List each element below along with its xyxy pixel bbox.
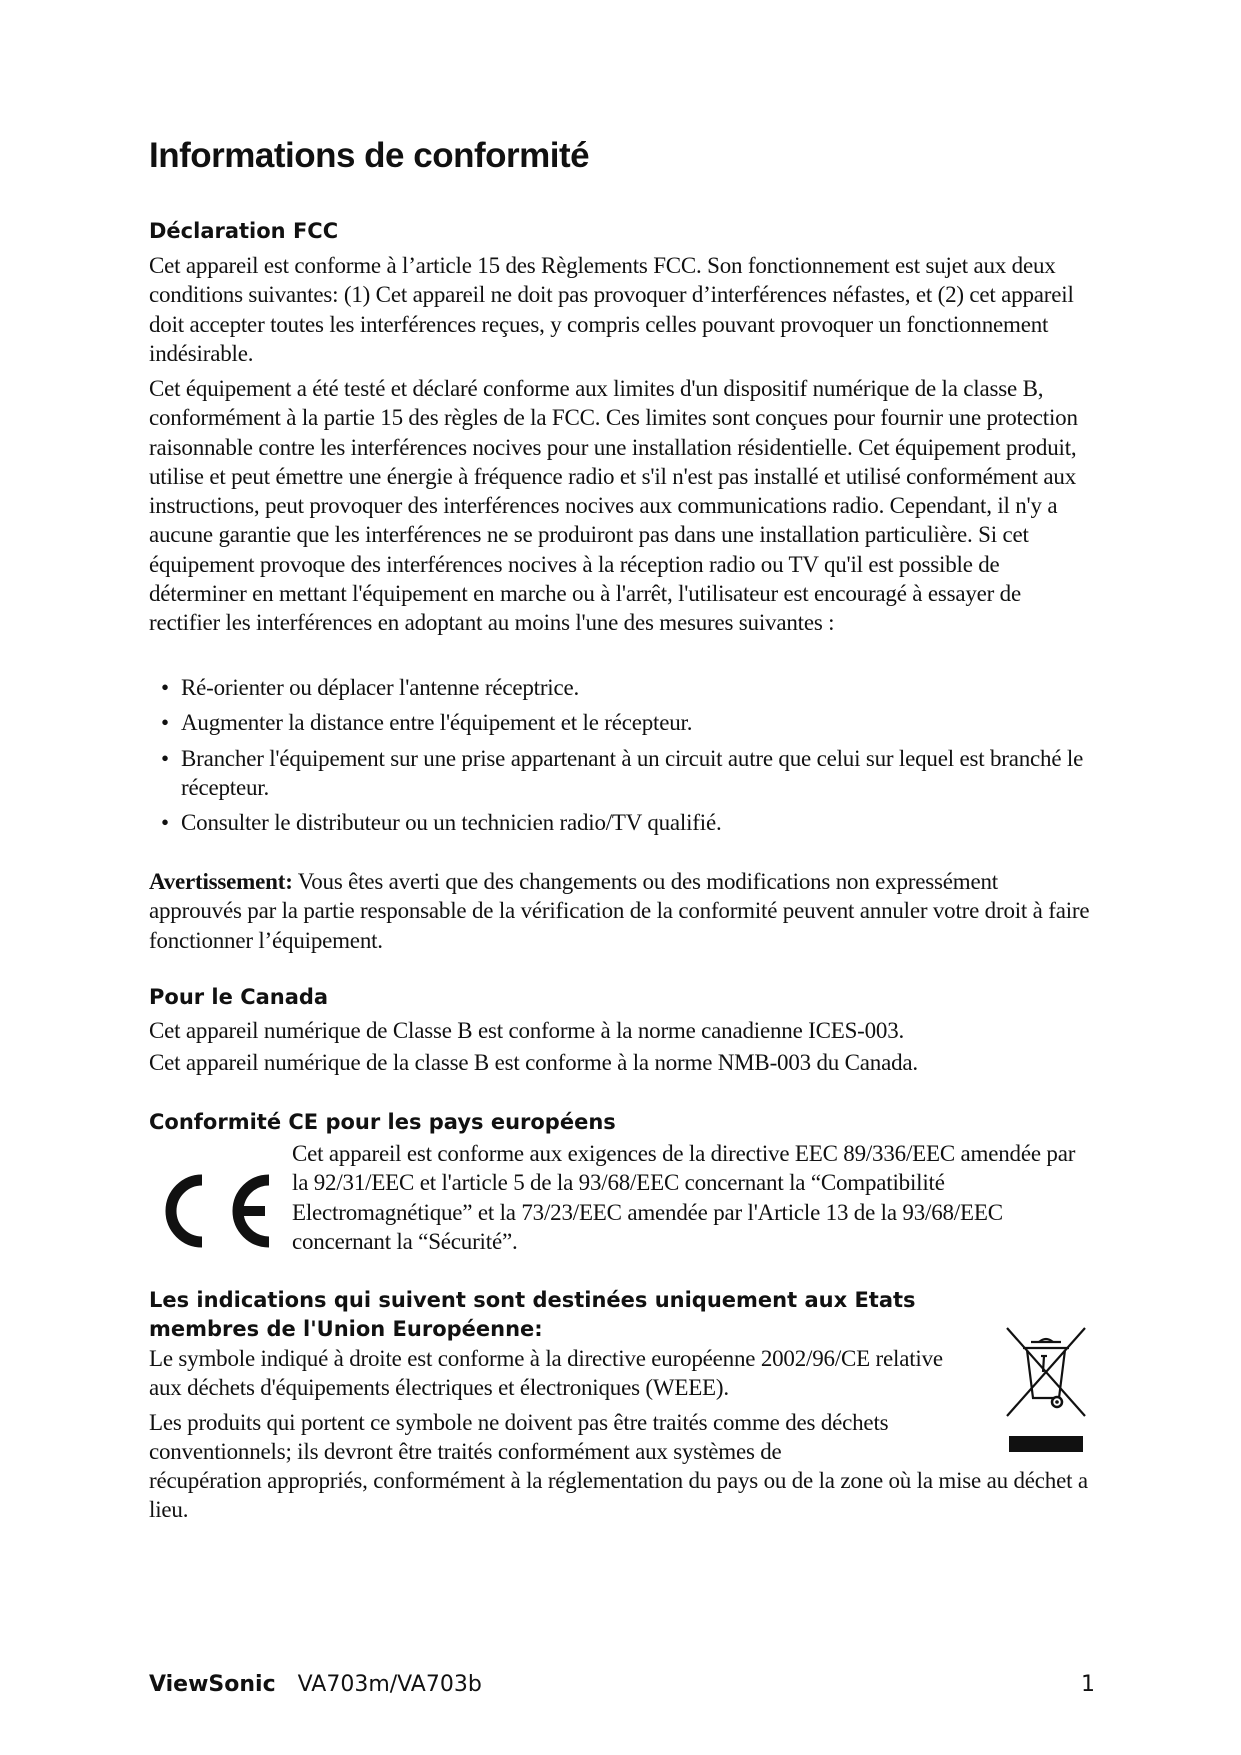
canada-heading: Pour le Canada (149, 985, 329, 1009)
eu-paragraph-2-line-2: conventionnels; ils devront être traités conformément aux systèmes de (149, 1439, 782, 1464)
warning-text: Vous êtes averti que des changements ou des modifications non expressément approuvés par la partie responsable de la vérification de la conformité peuvent annuler votre droit à faire fonctionner l’équipement. (149, 869, 1090, 953)
list-item: • Augmenter la distance entre l'équipement et le récepteur. (149, 708, 1095, 737)
ce-heading: Conformité CE pour les pays européens (149, 1110, 616, 1134)
list-item: • Consulter le distributeur ou un technicien radio/TV qualifié. (149, 808, 1095, 837)
fcc-paragraph-2: Cet équipement a été testé et déclaré conforme aux limites d'un dispositif numérique de la classe B, conformément à la partie 15 des règles de la FCC. Ces limites sont conçues pour fournir une protection raisonnable contre les interférences nocives pour une installation résidentielle. Cet équipement produit, utilise et peut émettre une énergie à fréquence radio et s'il n'est pas installé et utilisé conformément aux instructions, peut provoquer des interférences nocives aux communications radio. Cependant, il n'y a aucune garantie que les interférences ne se produiront pas dans une installation particulière. Si cet équipement provoque des interférences nocives à la réception radio ou TV qu'il est possible de déterminer en mettant l'équipement en marche ou à l'arrêt, l'utilisateur est encouragé à essayer de rectifier les interférences en adoptant au moins l'une des mesures suivantes : (149, 376, 1078, 636)
eu-paragraph-2-line-1: Les produits qui portent ce symbole ne doivent pas être traités comme des déchets (149, 1410, 889, 1435)
page-number: 1 (1081, 1672, 1095, 1697)
eu-paragraph-1: Le symbole indiqué à droite est conforme à la directive européenne 2002/96/CE relative aux déchets d'équipements électriques et électroniques (WEEE). (149, 1346, 943, 1401)
fcc-heading: Déclaration FCC (149, 219, 339, 243)
footer-model: VA703m/VA703b (297, 1672, 482, 1697)
eu-heading-line-2: membres de l'Union Européenne: (149, 1317, 543, 1341)
eu-paragraph-2-rest: récupération appropriés, conformément à la réglementation du pays ou de la zone où la mise au déchet a lieu. (149, 1468, 1088, 1523)
fcc-paragraph-1: Cet appareil est conforme à l’article 15 des Règlements FCC. Son fonctionnement est sujet aux deux conditions suivantes: (1) Cet appareil ne doit pas provoquer d’interférences néfastes, et (2) cet appareil doit accepter toutes les interférences reçues, y compris celles pouvant provoquer un fonctionnement indésirable. (149, 253, 1074, 366)
eu-heading-line-1: Les indications qui suivent sont destinées uniquement aux Etats (149, 1288, 916, 1312)
page-footer (149, 1672, 1095, 1702)
fcc-warning (149, 867, 1095, 955)
list-item: • Brancher l'équipement sur une prise appartenant à un circuit autre que celui sur lequel est branché le récepteur. (149, 744, 1095, 803)
crossed-out-wheelie-bin-icon (1003, 1324, 1089, 1452)
footer-brand: ViewSonic (149, 1672, 276, 1697)
list-item: • Ré-orienter ou déplacer l'antenne réceptrice. (149, 673, 1095, 702)
ce-text: Cet appareil est conforme aux exigences de la directive EEC 89/336/EEC amendée par la 92/31/EEC et l'article 5 de la 93/68/EEC concernant la “Compatibilité Electromagnétique” et la 73/23/EEC amendée par l'Article 13 de la 93/68/EEC concernant la “Sécurité”. (292, 1141, 1076, 1254)
page-title: Informations de conformité (149, 136, 590, 175)
fcc-measures-list (149, 673, 1095, 843)
ce-mark-icon (157, 1168, 277, 1254)
canada-line-1: Cet appareil numérique de Classe B est conforme à la norme canadienne ICES-003. (149, 1018, 905, 1043)
warning-label: Avertissement: (149, 869, 293, 894)
canada-line-2: Cet appareil numérique de la classe B est conforme à la norme NMB-003 du Canada. (149, 1050, 918, 1075)
